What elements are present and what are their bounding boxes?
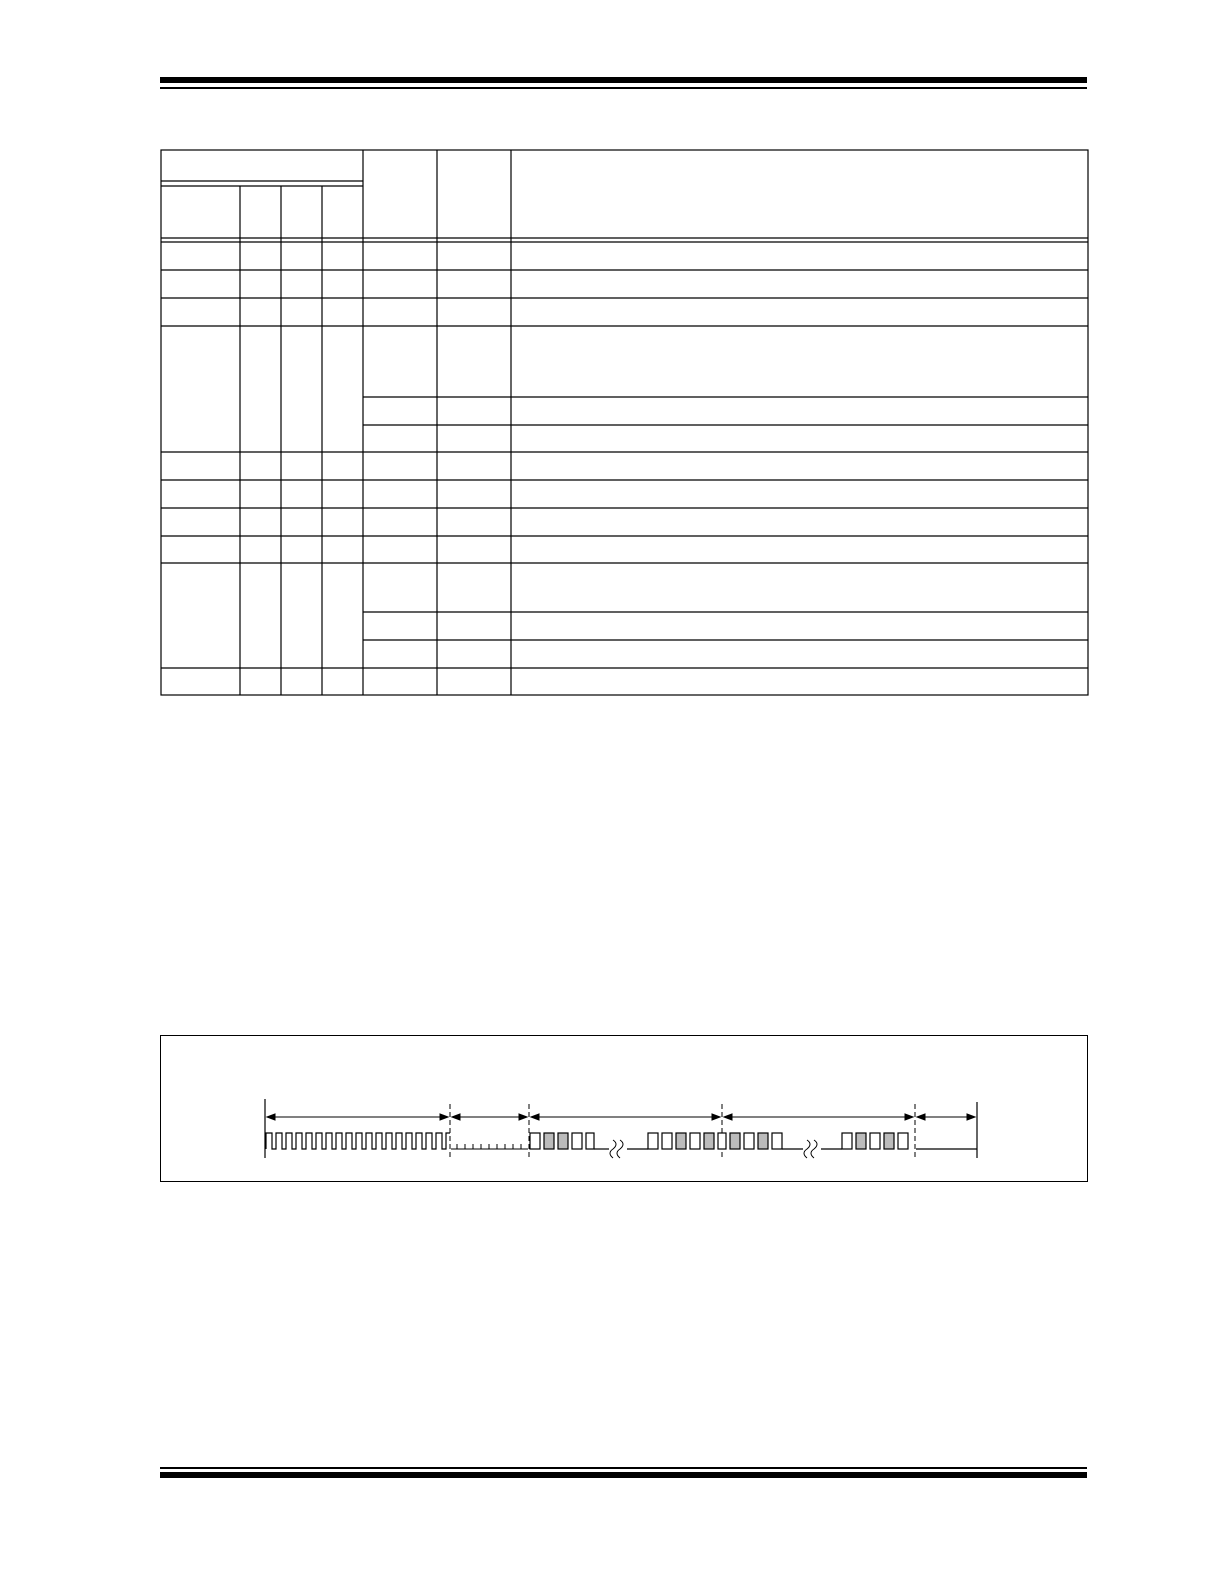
arrow-head: [519, 1114, 527, 1120]
data-burst-1: [530, 1133, 609, 1149]
data-burst-2: [627, 1133, 726, 1149]
arrow-head: [967, 1114, 975, 1120]
idle-segment: [451, 1144, 528, 1149]
arrow-head: [712, 1114, 720, 1120]
arrow-head: [905, 1114, 913, 1120]
arrow-head: [452, 1114, 460, 1120]
header-rule-thin: [160, 87, 1087, 89]
table-border: [161, 150, 1088, 695]
arrow-head: [531, 1114, 539, 1120]
data-burst-4: [821, 1133, 908, 1149]
header-rule-thick: [160, 77, 1087, 83]
break-symbol: [610, 1140, 623, 1158]
arrow-head: [917, 1114, 925, 1120]
clock-waveform: [266, 1133, 450, 1149]
register-table: [160, 149, 1089, 696]
arrow-head: [267, 1114, 275, 1120]
break-symbol: [804, 1140, 817, 1158]
timing-diagram: [160, 1035, 1088, 1182]
arrow-head: [724, 1114, 732, 1120]
footer-rule-thick: [160, 1472, 1087, 1478]
footer-rule-thin: [160, 1467, 1087, 1469]
arrow-head: [440, 1114, 448, 1120]
data-burst-3: [730, 1133, 803, 1149]
